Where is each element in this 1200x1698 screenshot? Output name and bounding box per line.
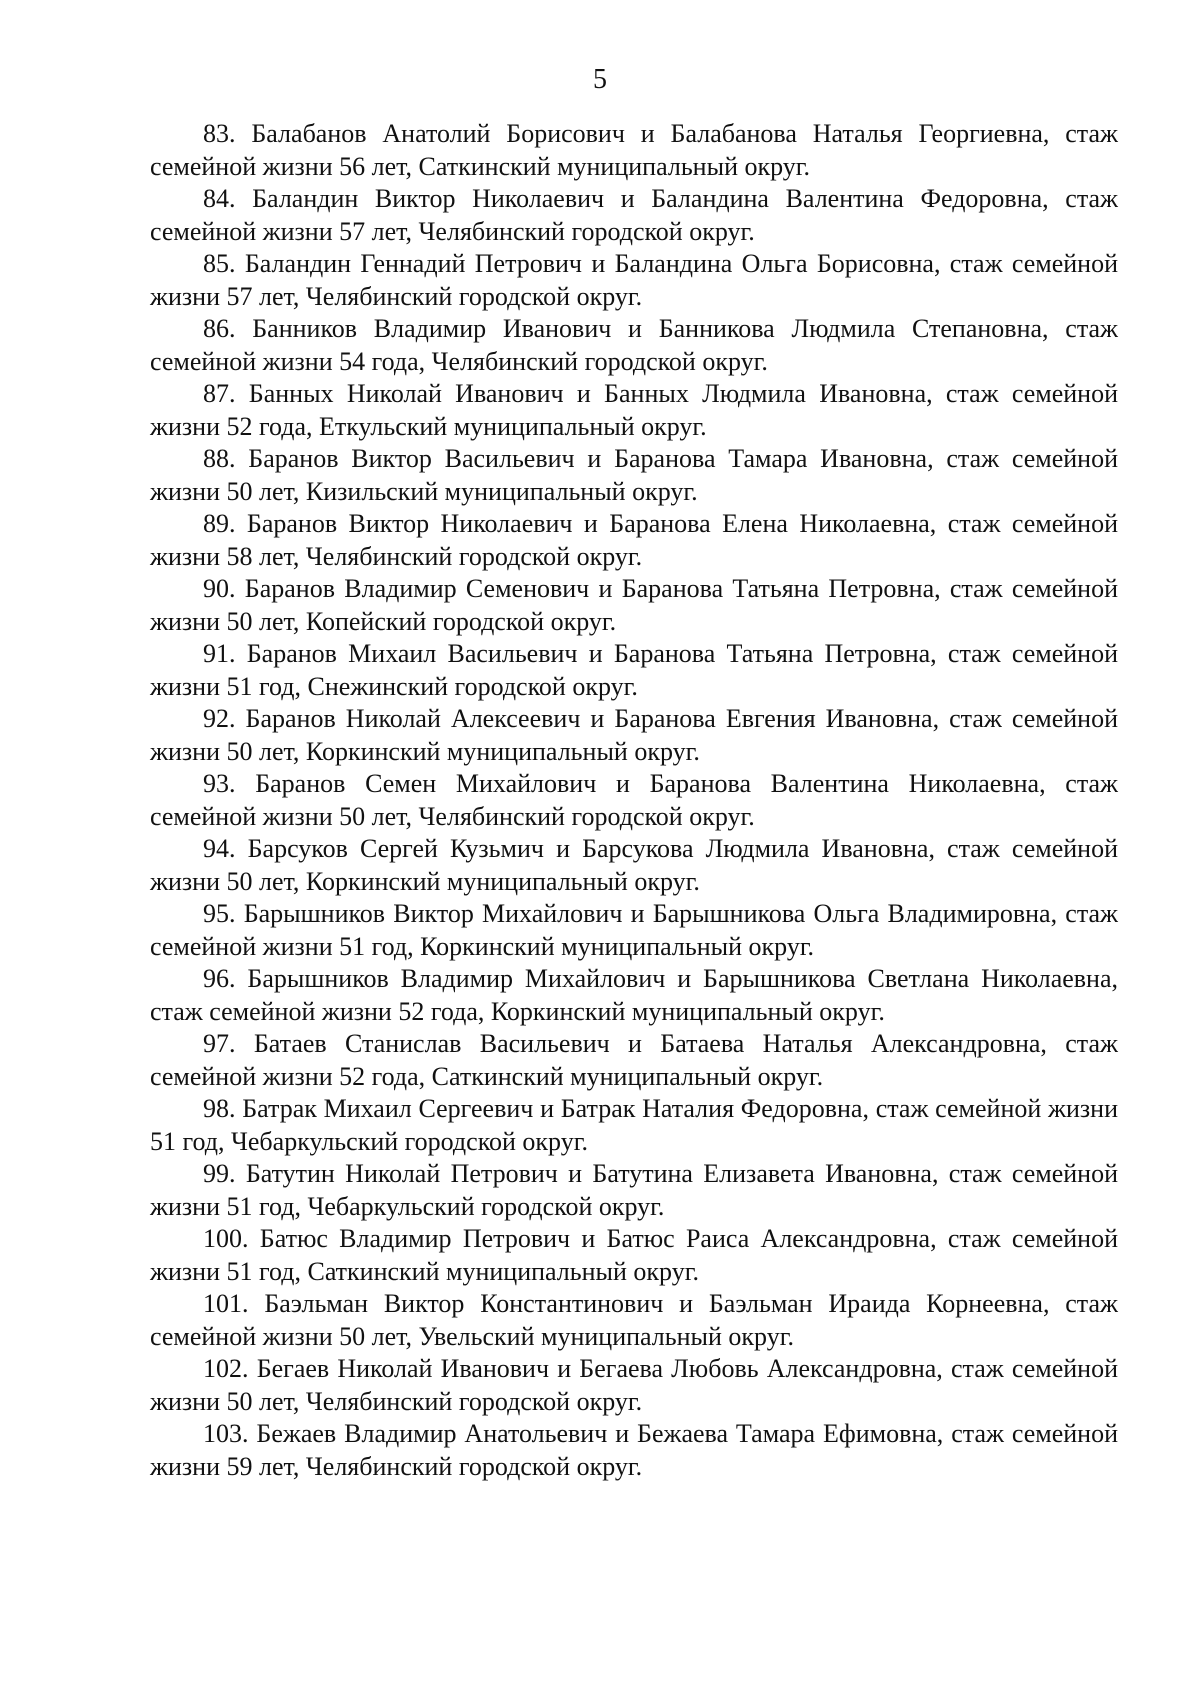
entry-text: Бежаев Владимир Анатольевич и Бежаева Тамара Ефимовна, стаж семейной жизни 59 лет, Челябинский городской округ.	[150, 1419, 1118, 1481]
entry-number: 99.	[203, 1159, 236, 1188]
list-item	[150, 898, 1118, 963]
entry-text: Банников Владимир Иванович и Банникова Людмила Степановна, стаж семейной жизни 54 года, Челябинский городской округ.	[150, 314, 1118, 376]
entry-number: 96.	[203, 964, 236, 993]
list-item	[150, 1418, 1118, 1483]
list-item	[150, 443, 1118, 508]
entry-number: 92.	[203, 704, 236, 733]
entry-number: 86.	[203, 314, 236, 343]
entry-number: 89.	[203, 509, 236, 538]
entry-number: 94.	[203, 834, 236, 863]
page-number: 5	[593, 64, 607, 95]
entry-text: Баландин Геннадий Петрович и Баландина Ольга Борисовна, стаж семейной жизни 57 лет, Челябинский городской округ.	[150, 249, 1119, 311]
entry-number: 103.	[203, 1419, 249, 1448]
entry-number: 93.	[203, 769, 236, 798]
entry-text: Батюс Владимир Петрович и Батюс Раиса Александровна, стаж семейной жизни 51 год, Саткинский муниципальный округ.	[150, 1224, 1118, 1286]
entry-number: 102.	[203, 1354, 249, 1383]
list-item	[150, 1223, 1118, 1288]
entry-text: Баранов Семен Михайлович и Баранова Валентина Николаевна, стаж семейной жизни 50 лет, Челябинский городской округ.	[150, 769, 1118, 831]
entry-text: Батрак Михаил Сергеевич и Батрак Наталия Федоровна, стаж семейной жизни 51 год, Чебаркульский городской округ.	[150, 1094, 1118, 1156]
entry-text: Баландин Виктор Николаевич и Баландина Валентина Федоровна, стаж семейной жизни 57 лет, Челябинский городской округ.	[150, 184, 1119, 246]
entry-text: Батутин Николай Петрович и Батутина Елизавета Ивановна, стаж семейной жизни 51 год, Чебаркульский городской округ.	[150, 1159, 1118, 1221]
entry-text: Баранов Николай Алексеевич и Баранова Евгения Ивановна, стаж семейной жизни 50 лет, Коркинский муниципальный округ.	[150, 704, 1119, 766]
entry-number: 97.	[203, 1029, 236, 1058]
entry-text: Батаев Станислав Васильевич и Батаева Наталья Александровна, стаж семейной жизни 52 года, Саткинский муниципальный округ.	[150, 1029, 1118, 1091]
list-item	[150, 963, 1118, 1028]
entry-text: Балабанов Анатолий Борисович и Балабанова Наталья Георгиевна, стаж семейной жизни 56 лет, Саткинский муниципальный округ.	[150, 119, 1118, 181]
entry-number: 91.	[203, 639, 236, 668]
entry-number: 98.	[203, 1094, 236, 1123]
list-item	[150, 1353, 1118, 1418]
entry-text: Барышников Виктор Михайлович и Барышникова Ольга Владимировна, стаж семейной жизни 51 год, Коркинский муниципальный округ.	[150, 899, 1118, 961]
list-item	[150, 118, 1118, 183]
list-item	[150, 1288, 1118, 1353]
list-item	[150, 703, 1118, 768]
entry-text: Баранов Владимир Семенович и Баранова Татьяна Петровна, стаж семейной жизни 50 лет, Копейский городской округ.	[150, 574, 1119, 636]
list-item	[150, 1093, 1118, 1158]
entry-text: Барсуков Сергей Кузьмич и Барсукова Людмила Ивановна, стаж семейной жизни 50 лет, Коркинский муниципальный округ.	[150, 834, 1118, 896]
entry-text: Баранов Виктор Васильевич и Баранова Тамара Ивановна, стаж семейной жизни 50 лет, Кизильский муниципальный округ.	[150, 444, 1119, 506]
entry-text: Банных Николай Иванович и Банных Людмила Ивановна, стаж семейной жизни 52 года, Еткульский муниципальный округ.	[150, 379, 1118, 441]
list-item	[150, 768, 1118, 833]
entry-text: Баранов Михаил Васильевич и Баранова Татьяна Петровна, стаж семейной жизни 51 год, Снежинский городской округ.	[150, 639, 1119, 701]
entry-text: Баранов Виктор Николаевич и Баранова Елена Николаевна, стаж семейной жизни 58 лет, Челябинский городской округ.	[150, 509, 1118, 571]
entry-number: 90.	[203, 574, 236, 603]
entry-number: 87.	[203, 379, 236, 408]
entry-text: Барышников Владимир Михайлович и Барышникова Светлана Николаевна, стаж семейной жизни 52 года, Коркинский муниципальный округ.	[150, 964, 1119, 1026]
list-item	[150, 313, 1118, 378]
entry-number: 101.	[203, 1289, 249, 1318]
list-item	[150, 378, 1118, 443]
list-item	[150, 508, 1118, 573]
list-item	[150, 833, 1118, 898]
entry-number: 100.	[203, 1224, 249, 1253]
entry-number: 95.	[203, 899, 236, 928]
list-item	[150, 183, 1118, 248]
entry-number: 84.	[203, 184, 236, 213]
list-item	[150, 573, 1118, 638]
entry-text: Баэльман Виктор Константинович и Баэльман Ираида Корнеевна, стаж семейной жизни 50 лет, Увельский муниципальный округ.	[150, 1289, 1118, 1351]
list-item	[150, 1158, 1118, 1223]
list-item	[150, 638, 1118, 703]
entry-text: Бегаев Николай Иванович и Бегаева Любовь Александровна, стаж семейной жизни 50 лет, Челябинский городской округ.	[150, 1354, 1119, 1416]
list-item	[150, 1028, 1118, 1093]
entries-list	[150, 118, 1118, 1483]
entry-number: 85.	[203, 249, 236, 278]
list-item	[150, 248, 1118, 313]
entry-number: 88.	[203, 444, 236, 473]
entry-number: 83.	[203, 119, 236, 148]
